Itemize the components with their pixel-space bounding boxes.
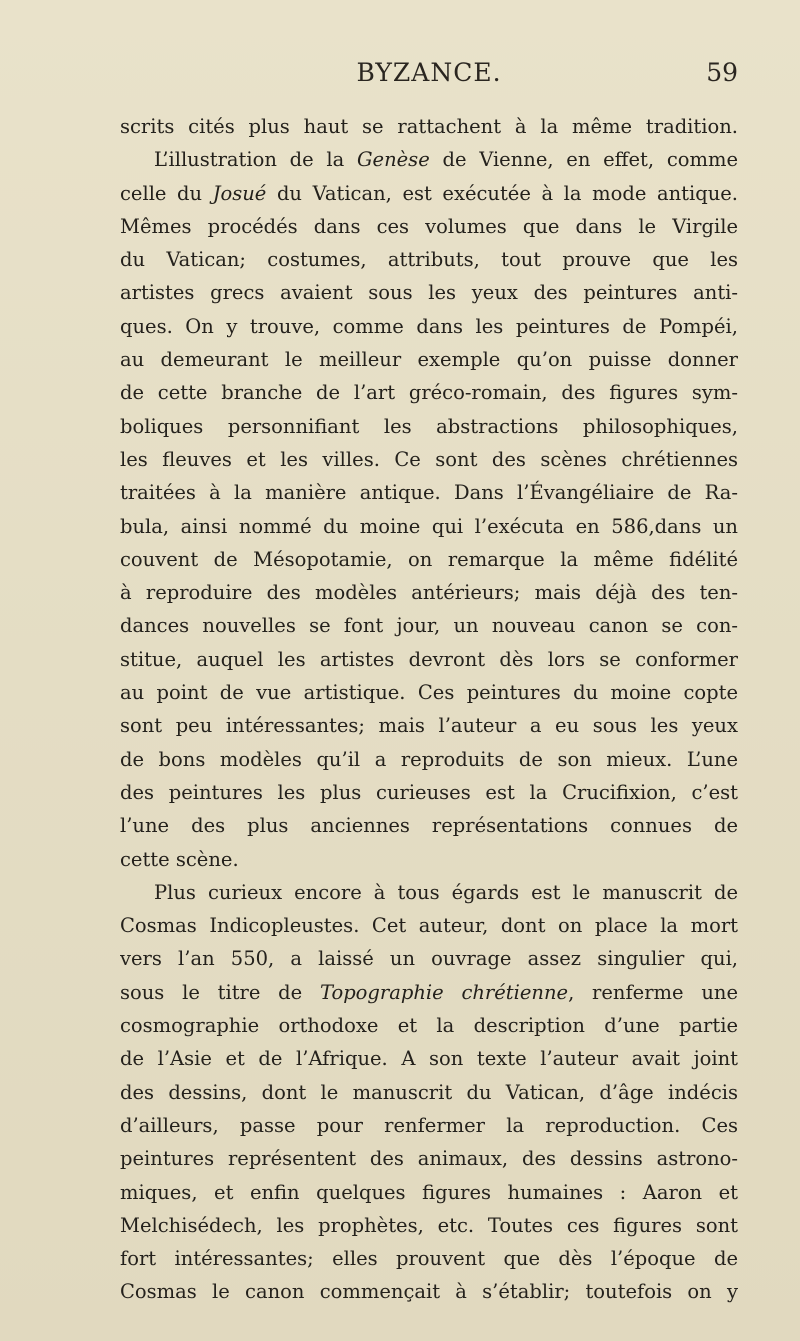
text-line: au demeurant le meilleur exemple qu’on puisse donner bbox=[120, 348, 738, 372]
text-line: fort intéressantes; elles prouvent que dès l’époque de bbox=[120, 1247, 738, 1271]
text-line: Cosmas Indicopleustes. Cet auteur, dont on place la mort bbox=[120, 914, 738, 938]
text-line: bula, ainsi nommé du moine qui l’exécuta en 586,dans un bbox=[120, 514, 738, 538]
text-line: traitées à la manière antique. Dans l’Évangéliaire de Ra- bbox=[120, 481, 738, 505]
line-segment: , renferme une bbox=[568, 980, 738, 1004]
body-text bbox=[120, 110, 738, 1309]
text-line: les fleuves et les villes. Ce sont des scènes chrétiennes bbox=[120, 447, 738, 471]
text-line: cosmographie orthodoxe et la description d’une partie bbox=[120, 1014, 738, 1038]
text-line: Melchisédech, les prophètes, etc. Toutes ces figures sont bbox=[120, 1213, 738, 1237]
text-line: sont peu intéressantes; mais l’auteur a eu sous les yeux bbox=[120, 714, 738, 738]
text-line: des peintures les plus curieuses est la Crucifixion, c’est bbox=[120, 780, 738, 804]
text-line: ques. On y trouve, comme dans les peintures de Pompéi, bbox=[120, 314, 738, 338]
text-line: stitue, auquel les artistes devront dès lors se conformer bbox=[120, 647, 738, 671]
text-line bbox=[120, 177, 738, 210]
text-line: Cosmas le canon commençait à s’établir; toutefois on y bbox=[120, 1280, 738, 1304]
line-segment: du Vatican, est exécutée à la mode antique. bbox=[266, 181, 738, 205]
text-line: artistes grecs avaient sous les yeux des peintures anti- bbox=[120, 281, 738, 305]
text-line: de l’Asie et de l’Afrique. A son texte l’auteur avait joint bbox=[120, 1047, 738, 1071]
text-line: d’ailleurs, passe pour renfermer la reproduction. Ces bbox=[120, 1113, 738, 1137]
text-line: dances nouvelles se font jour, un nouveau canon se con- bbox=[120, 614, 738, 638]
text-line: Mêmes procédés dans ces volumes que dans le Virgile bbox=[120, 214, 738, 238]
running-head bbox=[120, 58, 738, 98]
text-line: scrits cités plus haut se rattachent à la même tradition. bbox=[120, 115, 738, 138]
italic-title: Josué bbox=[212, 181, 267, 205]
text-line: peintures représentent des animaux, des dessins astrono- bbox=[120, 1147, 738, 1171]
text-line: l’une des plus anciennes représentations connues de bbox=[120, 814, 738, 838]
text-line: du Vatican; costumes, attributs, tout prouve que les bbox=[120, 248, 738, 272]
line-segment: celle du bbox=[120, 181, 213, 205]
text-line: Plus curieux encore à tous égards est le manuscrit de bbox=[154, 880, 738, 904]
text-line bbox=[120, 143, 738, 176]
text-line: boliques personnifiant les abstractions philosophiques, bbox=[120, 414, 738, 438]
page-number: 59 bbox=[706, 58, 738, 87]
text-line: vers l’an 550, a laissé un ouvrage assez singulier qui, bbox=[120, 947, 738, 971]
italic-title: Genèse bbox=[356, 148, 430, 172]
text-line: de cette branche de l’art gréco-romain, des figures sym- bbox=[120, 381, 738, 405]
text-line bbox=[120, 976, 738, 1009]
line-segment: sous le titre de bbox=[120, 980, 320, 1004]
text-line: des dessins, dont le manuscrit du Vatican, d’âge indécis bbox=[120, 1080, 738, 1104]
running-title: BYZANCE. bbox=[356, 58, 502, 87]
text-line: miques, et enfin quelques figures humaines : Aaron et bbox=[120, 1180, 738, 1204]
text-line: à reproduire des modèles antérieurs; mais déjà des ten- bbox=[120, 581, 738, 605]
line-segment: L’illustration de la bbox=[154, 148, 357, 172]
text-line: au point de vue artistique. Ces peintures du moine copte bbox=[120, 681, 738, 705]
text-line: cette scène. bbox=[120, 847, 239, 871]
line-segment: de Vienne, en effet, comme bbox=[429, 148, 738, 172]
text-line: de bons modèles qu’il a reproduits de son mieux. L’une bbox=[120, 747, 738, 771]
italic-title: Topographie chrétienne bbox=[319, 980, 569, 1004]
text-line: couvent de Mésopotamie, on remarque la même fidélité bbox=[120, 547, 738, 571]
